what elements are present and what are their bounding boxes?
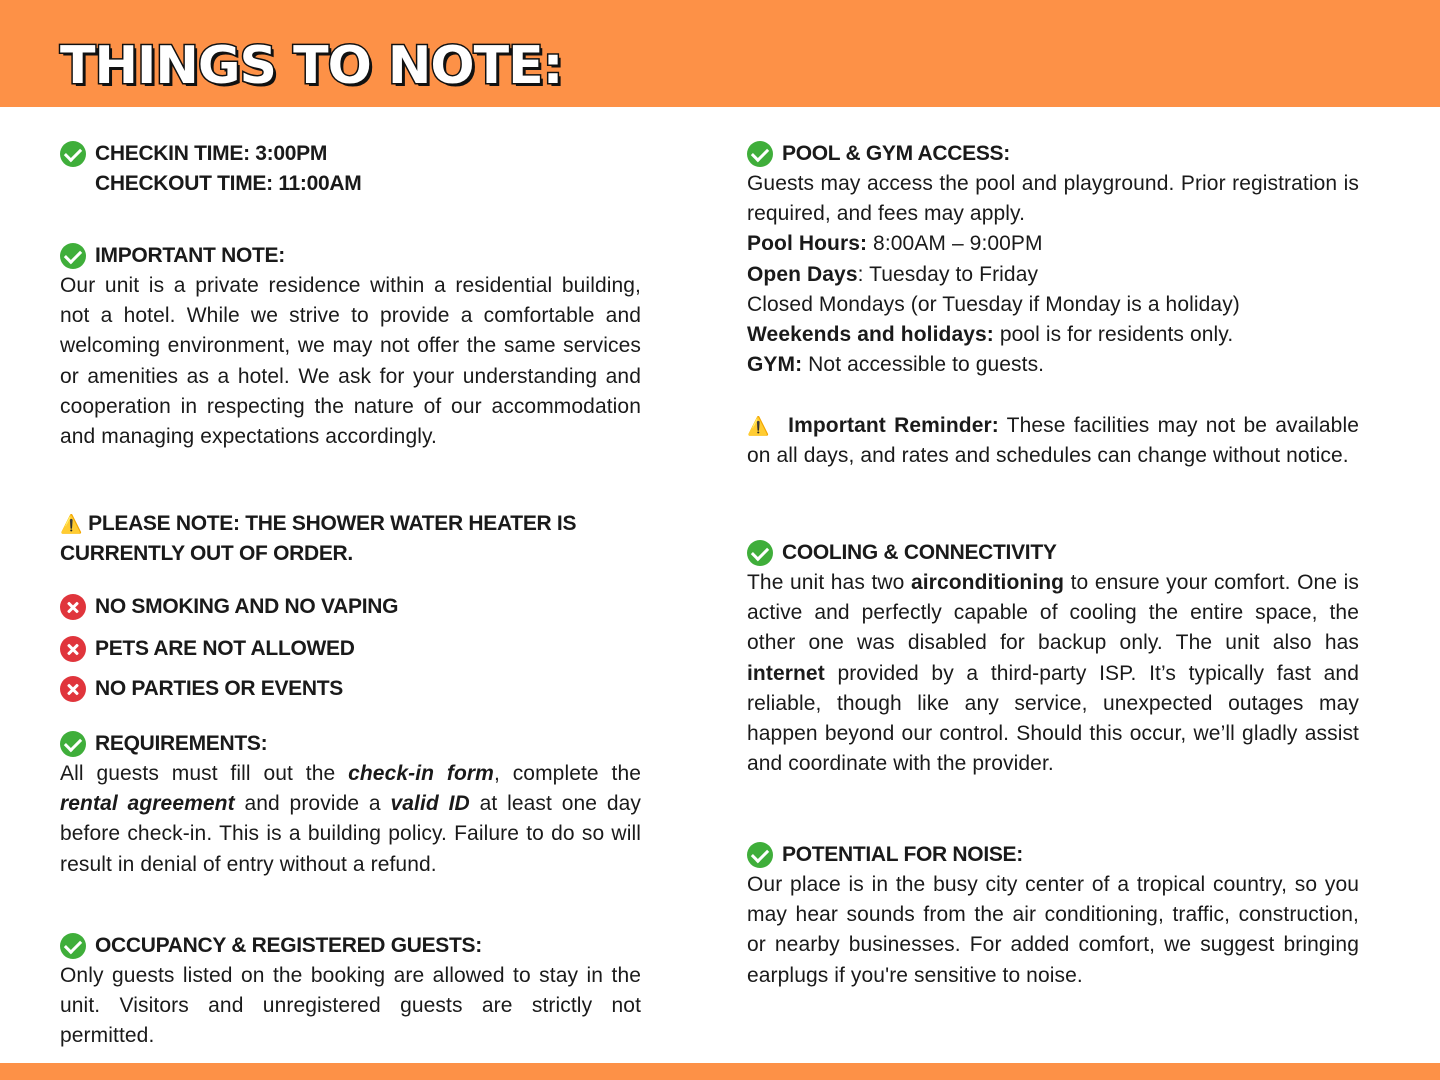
shower-warning	[60, 509, 641, 569]
important-reminder	[747, 411, 1359, 471]
important-note-title: IMPORTANT NOTE:	[95, 244, 285, 267]
rule-item	[60, 674, 641, 704]
cooling-title: COOLING & CONNECTIVITY	[782, 541, 1057, 564]
noise-section	[747, 840, 1359, 991]
check-circle-icon	[747, 842, 773, 868]
checkin-section	[60, 139, 641, 199]
rule-item	[60, 592, 641, 622]
pool-open-days: Open Days: Tuesday to Friday	[747, 262, 1039, 286]
pool-gym-title: POOL & GYM ACCESS:	[782, 142, 1010, 165]
pool-gym-section	[747, 139, 1359, 380]
noise-body: Our place is in the busy city center of a tropical country, so you may hear sounds from the air conditioning, traffic, construction, or nearby businesses. For added comfort, we suggest bringing earplugs if you're sensitive to noise.	[747, 873, 1359, 987]
reminder-text: These facilities may not be available on all days, and rates and schedules can change without notice.	[747, 414, 1359, 468]
pool-closed-days: Closed Mondays (or Tuesday if Monday is a holiday)	[747, 292, 1240, 316]
check-circle-icon	[747, 141, 773, 167]
check-circle-icon	[60, 141, 86, 167]
occupancy-title: OCCUPANCY & REGISTERED GUESTS:	[95, 934, 482, 957]
rule-label: PETS ARE NOT ALLOWED	[95, 637, 355, 660]
shower-warning-line1: PLEASE NOTE: THE SHOWER WATER HEATER IS	[88, 512, 577, 535]
requirements-section	[60, 729, 641, 880]
occupancy-body: Only guests listed on the booking are allowed to stay in the unit. Visitors and unregistered guests are strictly not permitted.	[60, 964, 641, 1048]
check-circle-icon	[60, 933, 86, 959]
page-title: THINGS TO NOTE:	[60, 36, 563, 96]
shower-warning-line2: CURRENTLY OUT OF ORDER.	[60, 542, 353, 565]
warning-icon: ⚠️	[747, 416, 772, 436]
header-banner	[0, 0, 1440, 107]
check-circle-icon	[747, 540, 773, 566]
cross-circle-icon	[60, 676, 86, 702]
cross-circle-icon	[60, 636, 86, 662]
internet-term: internet	[747, 661, 825, 685]
rule-item	[60, 634, 641, 664]
pool-intro: Guests may access the pool and playground. Prior registration is required, and fees may apply.	[747, 172, 1359, 226]
warning-icon: ⚠️	[60, 514, 83, 534]
pool-weekends: Weekends and holidays: pool is for residents only.	[747, 323, 1234, 347]
airconditioning-term: airconditioning	[910, 571, 1065, 594]
rental-agreement-term: rental agreement	[60, 792, 235, 816]
requirements-body: All guests must fill out the check-in form, complete the rental agreement and provide a valid ID at least one day before check-in. This is a building policy. Failure to do so will result in denial of entry without a refund.	[60, 762, 642, 876]
check-circle-icon	[60, 243, 86, 269]
gym-access: GYM: Not accessible to guests.	[747, 353, 1045, 377]
checkout-time: CHECKOUT TIME: 11:00AM	[95, 172, 362, 195]
cooling-connectivity-section	[747, 538, 1359, 779]
check-circle-icon	[60, 731, 86, 757]
valid-id-term: valid ID	[390, 792, 470, 816]
noise-title: POTENTIAL FOR NOISE:	[782, 843, 1023, 866]
reminder-label: Important Reminder:	[788, 414, 999, 437]
rule-label: NO PARTIES OR EVENTS	[95, 677, 343, 700]
footer-bar	[0, 1063, 1440, 1080]
check-in-form-term: check-in form	[348, 762, 494, 785]
checkin-time: CHECKIN TIME: 3:00PM	[95, 142, 328, 165]
important-note-section	[60, 241, 641, 452]
occupancy-section	[60, 931, 641, 1052]
cross-circle-icon	[60, 594, 86, 620]
important-note-body: Our unit is a private residence within a residential building, not a hotel. While we strive to provide a comfortable and welcoming environment, we may not offer the same services or amenities as a hotel. We ask for your understanding and cooperation in respecting the nature of our accommodation and managing expectations accordingly.	[60, 274, 641, 449]
cooling-body: The unit has two airconditioning to ensure your comfort. One is active and perfectly capable of cooling the entire space, the other one was disabled for backup only. The unit also has internet provided by a third-party ISP. It’s typically fast and reliable, though like any service, unexpected outages may happen beyond our control. Should this occur, we’ll gladly assist and coordinate with the provider.	[747, 571, 1359, 776]
requirements-title: REQUIREMENTS:	[95, 732, 268, 755]
pool-hours: Pool Hours: 8:00AM – 9:00PM	[747, 232, 1043, 256]
rule-label: NO SMOKING AND NO VAPING	[95, 595, 399, 618]
